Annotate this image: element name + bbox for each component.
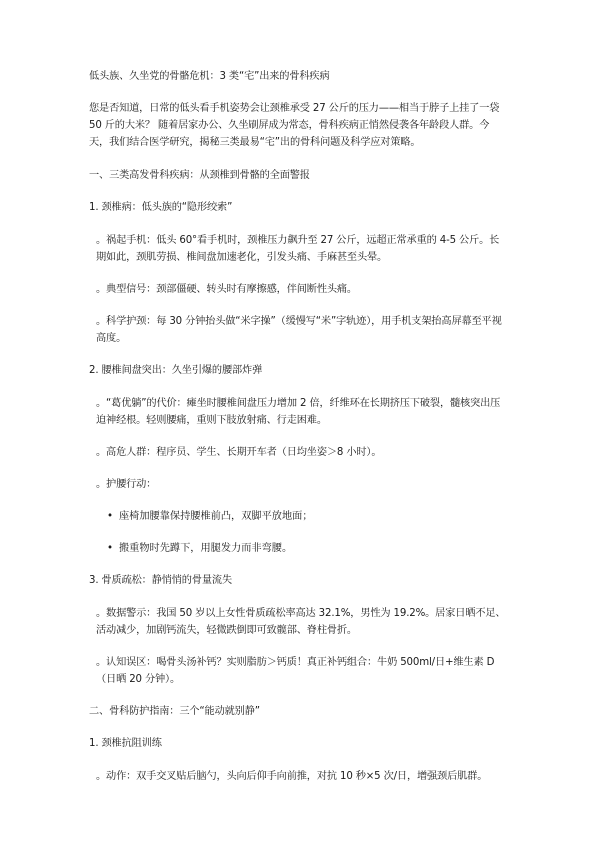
subsection-lumbar-heading: 2. 腰椎间盘突出：久坐引爆的腰部炸弹 [89, 365, 263, 376]
section-2-heading: 二、骨科防护指南：三个“能动就别静” [89, 706, 260, 717]
lumbar-cost-paragraph: 。“葛优躺”的代价：瘫坐时腰椎间盘压力增加 2 倍，纤维环在长期挤压下破裂，髓核突出压迫神经根。轻则腰痛，重则下肢放射痛、行走困难。 [96, 398, 501, 426]
subsection-neck-training-heading: 1. 颈椎抗阻训练 [89, 738, 162, 749]
list-item [107, 540, 509, 557]
osteoporosis-data-paragraph: 。数据警示：我国 50 岁以上女性骨质疏松率高达 32.1%，男性为 19.2%。居家日晒不足、活动减少，加剧钙流失，轻微跌倒即可致髋部、脊柱骨折。 [96, 608, 506, 636]
section-1-heading: 一、三类高发骨科疾病：从颈椎到骨骼的全面警报 [89, 170, 310, 181]
bullet-icon: • [107, 543, 114, 554]
document-title: 低头族、久坐党的骨骼危机：3 类“宅”出来的骨科疾病 [89, 71, 330, 82]
bullet-icon: • [107, 511, 114, 522]
osteoporosis-myth-paragraph: 。认知误区：喝骨头汤补钙？实则脂肪＞钙质！真正补钙组合：牛奶 500ml/日+维生素 D（日晒 20 分钟）。 [96, 657, 495, 685]
cervical-signal-paragraph: 。典型信号：颈部僵硬、转头时有摩擦感，伴间断性头痛。 [96, 284, 357, 295]
document-page [89, 68, 509, 800]
list-item [107, 508, 509, 525]
lumbar-action-paragraph: 。护腰行动： [96, 479, 157, 490]
cervical-cause-paragraph: 。祸起手机：低头 60°看手机时，颈椎压力飙升至 27 公斤，远超正常承重的 4-5 公斤。长期如此，颈肌劳损、椎间盘加速老化，引发头痛、手麻甚至头晕。 [96, 235, 500, 263]
lumbar-risk-paragraph: 。高危人群：程序员、学生、长期开车者（日均坐姿＞8 小时）。 [96, 447, 382, 458]
lumbar-bullet-text: 座椅加腰靠保持腰椎前凸，双脚平放地面； [119, 511, 313, 522]
subsection-cervical-heading: 1. 颈椎病：低头族的“隐形绞索” [89, 202, 233, 213]
subsection-osteoporosis-heading: 3. 骨质疏松：静悄悄的骨量流失 [89, 575, 232, 586]
intro-paragraph: 您是否知道，日常的低头看手机姿势会让颈椎承受 27 公斤的压力——相当于脖子上挂了一袋 50 斤的大米？ 随着居家办公、久坐刷屏成为常态，骨科疾病正悄然侵袭各年龄段人群。今天，我们结合医学研究，揭秘三类最易“宅”出的骨科问题及科学应对策略。 [89, 103, 500, 148]
cervical-care-paragraph: 。科学护颈：每 30 分钟抬头做“米字操”（缓慢写“米”字轨迹），用手机支架抬高屏幕至平视高度。 [96, 316, 502, 344]
neck-training-paragraph: 。动作：双手交叉贴后脑勺，头向后仰手向前推，对抗 10 秒×5 次/日，增强颈后肌群。 [96, 771, 488, 782]
lumbar-bullet-text: 搬重物时先蹲下，用腿发力而非弯腰。 [119, 543, 293, 554]
